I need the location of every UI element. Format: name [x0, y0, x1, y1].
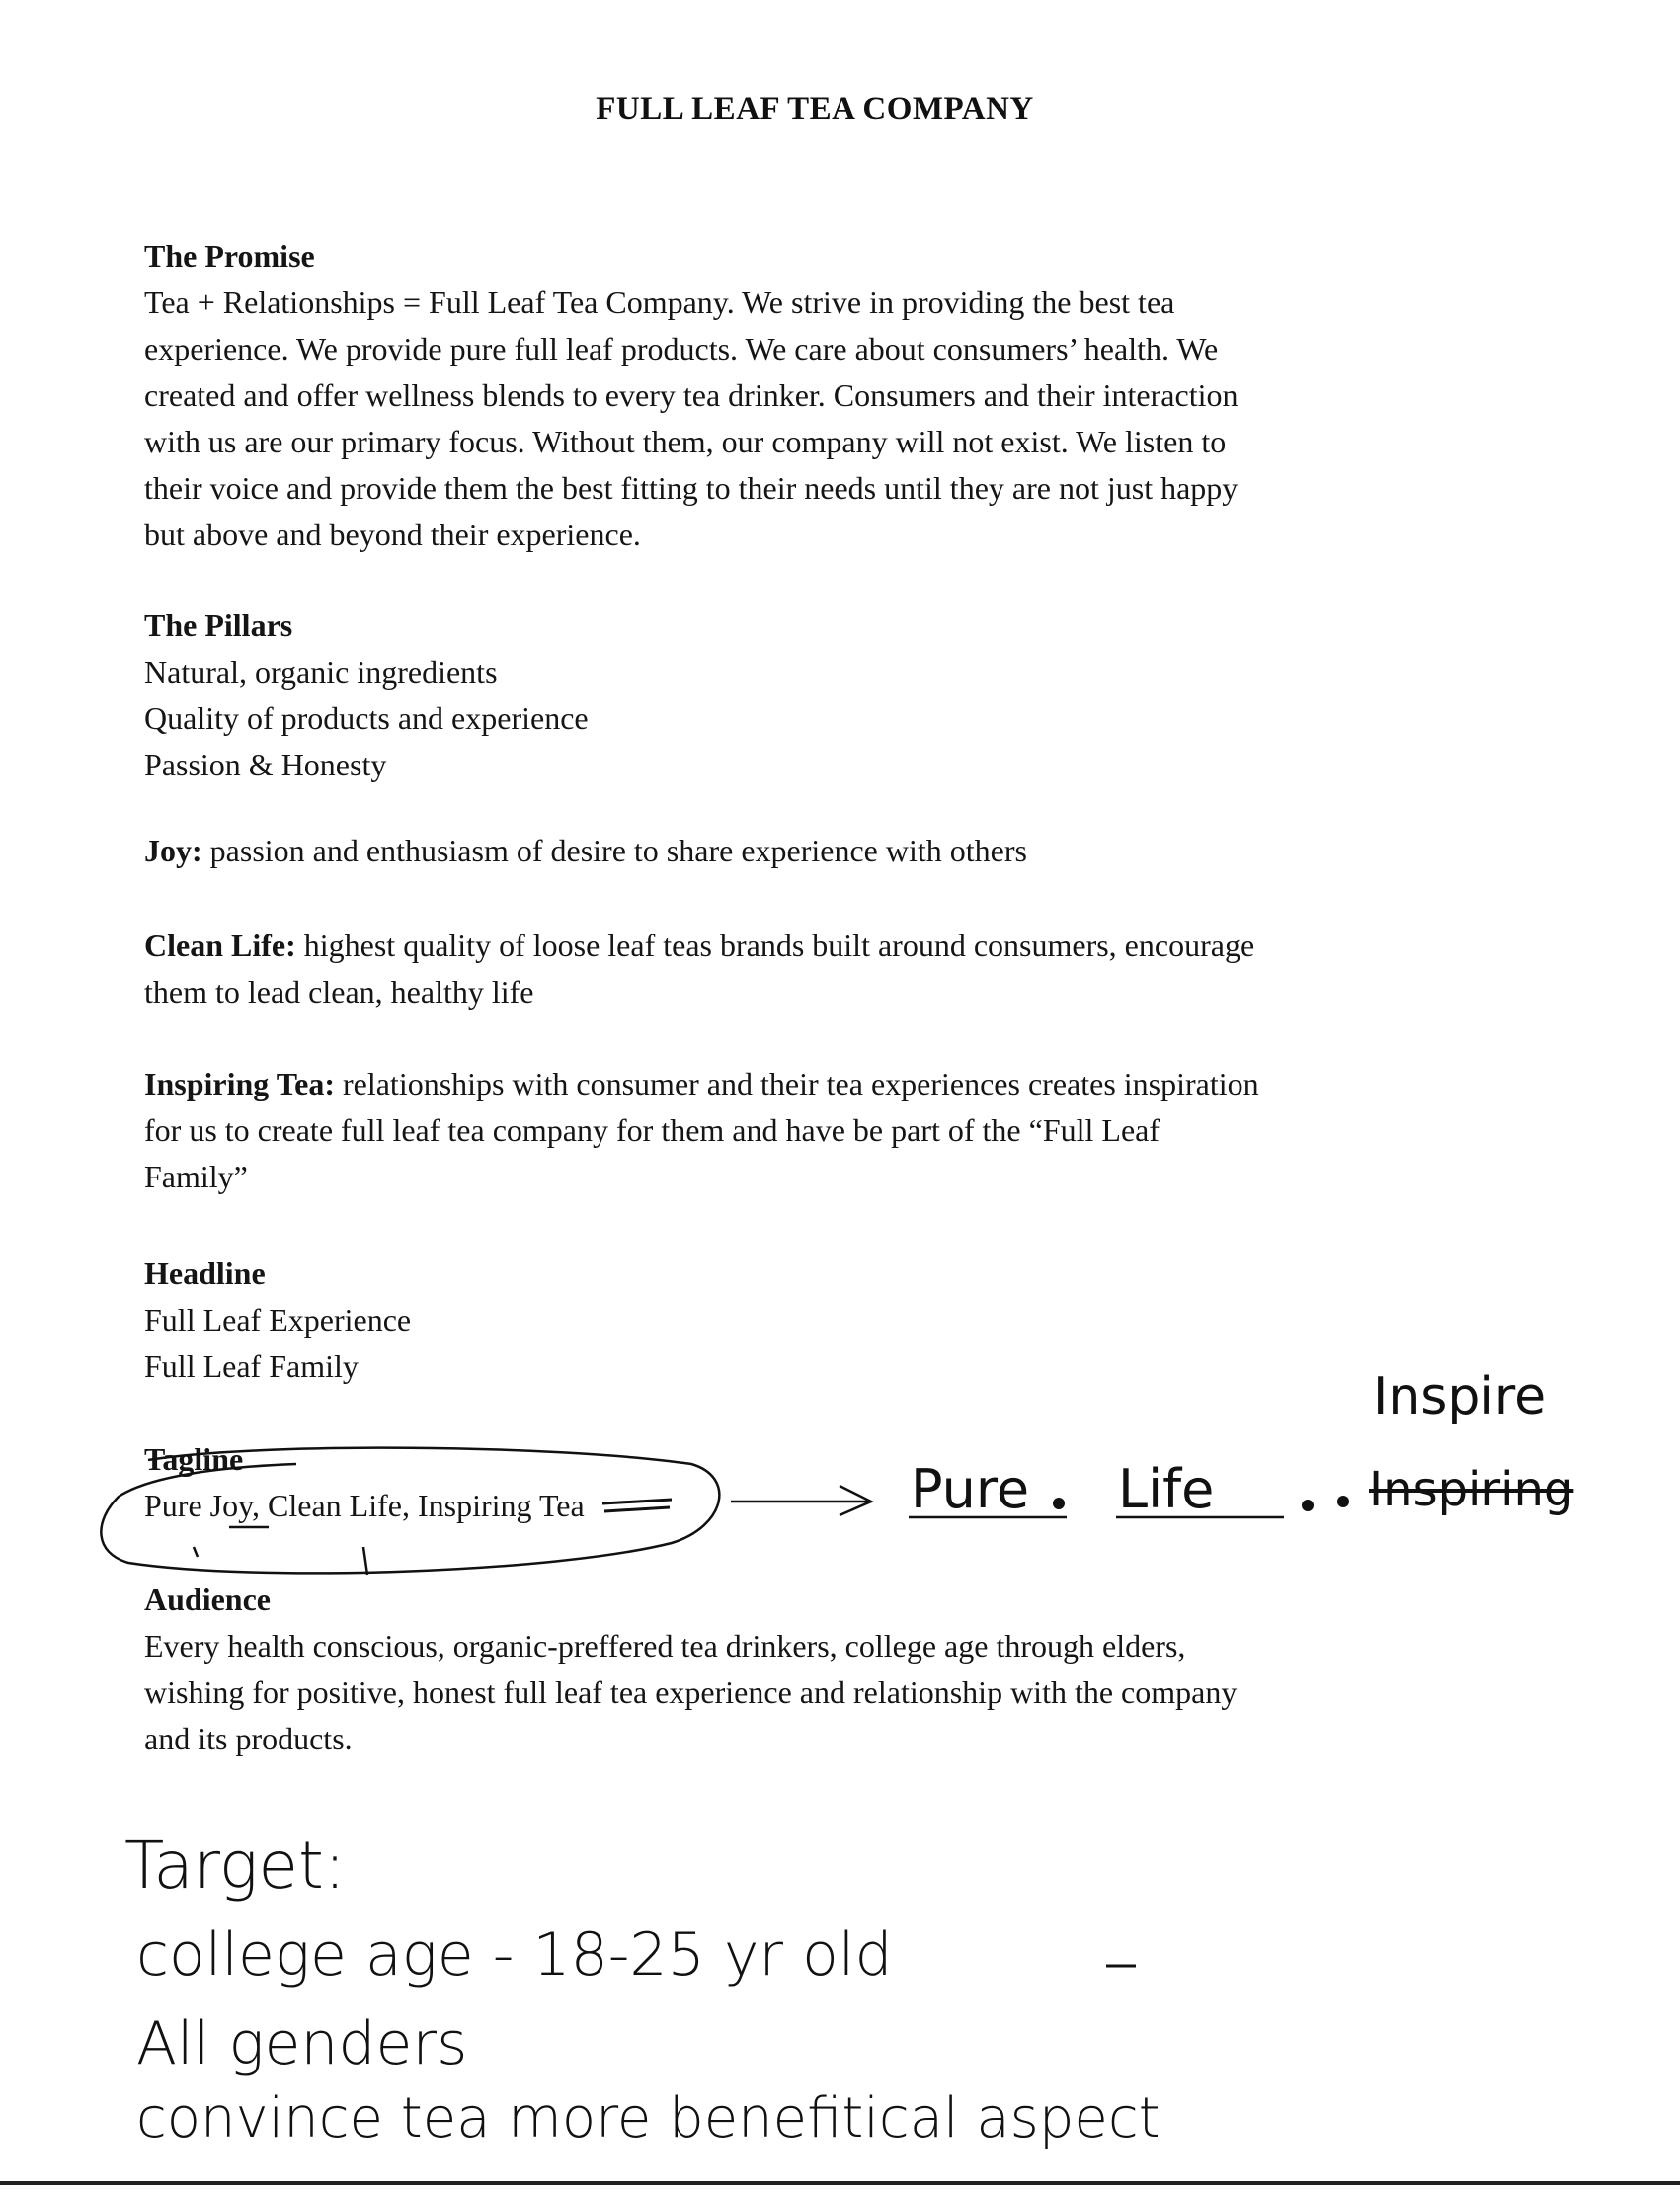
- handwritten-life: Life: [1118, 1458, 1215, 1520]
- headline-heading: Headline: [144, 1256, 266, 1291]
- pillar-item: Quality of products and experience: [144, 700, 589, 736]
- headline-item: Full Leaf Experience: [144, 1302, 412, 1338]
- inspiring-tea-label: Inspiring Tea:: [144, 1066, 335, 1101]
- audience-line: and its products.: [144, 1721, 353, 1756]
- audience-section: [144, 1577, 1507, 1762]
- promise-line: with us are our primary focus. Without them, our company will not exist. We listen to: [144, 424, 1227, 459]
- audience-heading: Audience: [144, 1582, 271, 1617]
- document-title: FULL LEAF TEA COMPANY: [596, 91, 1034, 126]
- promise-line: experience. We provide pure full leaf products. We care about consumers’ health. We: [144, 331, 1219, 366]
- promise-line: their voice and provide them the best fitting to their needs until they are not just happy: [144, 470, 1239, 506]
- pillar-item: Natural, organic ingredients: [144, 654, 498, 690]
- pillar-item: Passion & Honesty: [144, 747, 387, 782]
- inspiring-tea-section: [144, 1061, 1507, 1200]
- tagline-text: Pure Joy, Clean Life, Inspiring Tea: [144, 1488, 585, 1523]
- handwritten-inspiring-struck: Inspiring: [1369, 1462, 1574, 1517]
- promise-heading: The Promise: [144, 238, 315, 274]
- handwritten-target-line: convince tea more benefitical aspect: [136, 2086, 1160, 2151]
- pillars-section: [144, 603, 1507, 788]
- tagline-heading: Tagline: [144, 1441, 244, 1477]
- promise-section: [144, 233, 1507, 558]
- inspiring-tea-text: relationships with consumer and their tea experiences creates inspiration: [334, 1066, 1259, 1101]
- handwritten-inspire: Inspire: [1373, 1367, 1547, 1426]
- inspiring-tea-text: for us to create full leaf tea company for them and have be part of the “Full Leaf: [144, 1112, 1160, 1148]
- promise-line: created and offer wellness blends to every tea drinker. Consumers and their interaction: [144, 377, 1239, 413]
- promise-line: but above and beyond their experience.: [144, 517, 641, 552]
- headline-item: Full Leaf Family: [144, 1348, 359, 1384]
- clean-life-label: Clean Life:: [144, 928, 296, 963]
- tick-mark: [194, 1547, 367, 1575]
- handwritten-target-title: Target:: [124, 1827, 347, 1904]
- handwritten-pure: Pure: [911, 1458, 1030, 1520]
- handwritten-target-line: college age - 18-25 yr old: [136, 1920, 893, 1989]
- tagline-section: [144, 1436, 1507, 1529]
- pillars-heading: The Pillars: [144, 608, 293, 643]
- headline-section: [144, 1251, 1507, 1390]
- inspiring-tea-text: Family”: [144, 1159, 248, 1194]
- joy-label: Joy:: [144, 833, 202, 868]
- joy-text: passion and enthusiasm of desire to share experience with others: [201, 833, 1027, 868]
- clean-life-text: them to lead clean, healthy life: [144, 974, 534, 1010]
- promise-line: Tea + Relationships = Full Leaf Tea Company. We strive in providing the best tea: [144, 284, 1175, 320]
- joy-section: [144, 828, 1507, 874]
- clean-life-section: [144, 923, 1507, 1015]
- bottom-edge-line: [0, 2181, 1680, 2185]
- audience-line: wishing for positive, honest full leaf tea experience and relationship with the company: [144, 1674, 1238, 1710]
- clean-life-text: highest quality of loose leaf teas brands built around consumers, encourage: [295, 928, 1255, 963]
- audience-line: Every health conscious, organic-preffered tea drinkers, college age through elders,: [144, 1628, 1186, 1664]
- handwritten-target-line: All genders: [136, 2009, 468, 2078]
